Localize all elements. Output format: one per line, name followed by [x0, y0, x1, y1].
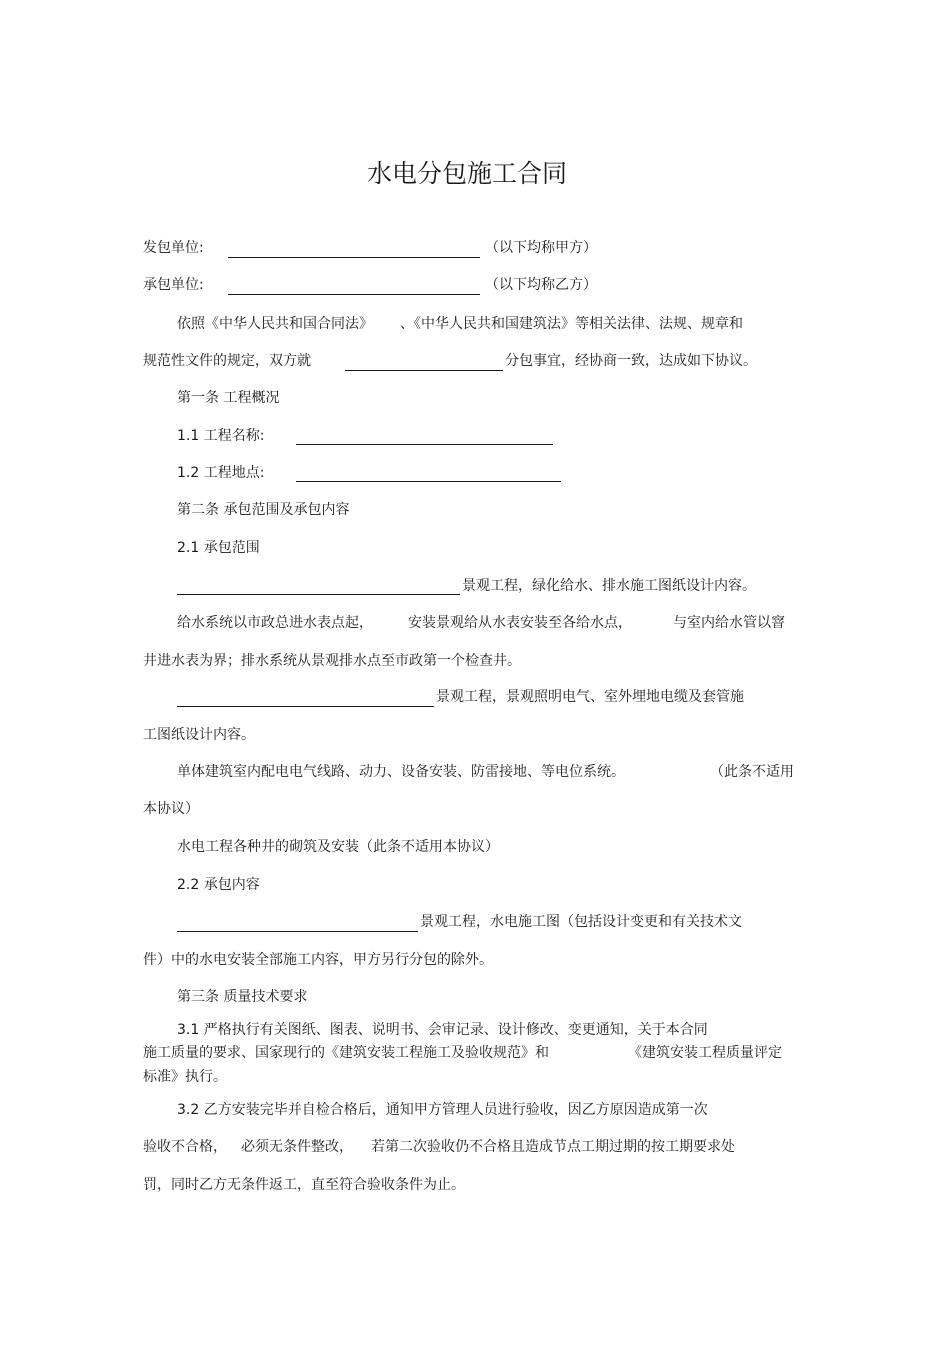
intro-line1-b: 、《中华人民共和国建筑法》等相关法律、法规、规章和: [400, 316, 743, 332]
article2-heading: 第二条 承包范围及承包内容: [177, 502, 350, 518]
intro-line1-a: 依照《中华人民共和国合同法》: [177, 316, 373, 332]
water-line1-a: 给水系统以市政总进水表点起，: [177, 615, 373, 631]
intro-line2-a: 规范性文件的规定，双方就: [143, 353, 311, 369]
p31-line2-b: 《建筑安装工程质量评定: [628, 1045, 782, 1061]
p31-line1: 3.1 严格执行有关图纸、图表、说明书、会审记录、设计修改、变更通知，关于本合同: [177, 1022, 708, 1038]
party-b-blank: [228, 294, 480, 295]
article3-heading: 第三条 质量技术要求: [177, 989, 308, 1005]
item-2-2-label: 2.2 承包内容: [177, 877, 260, 893]
indoor-line1-b: （此条不适用: [710, 764, 794, 780]
article1-heading: 第一条 工程概况: [177, 390, 280, 406]
intro-subject-blank: [345, 370, 503, 371]
p31-line2-a: 施工质量的要求、国家现行的《建筑安装工程施工及验收规范》和: [143, 1045, 549, 1061]
project-location-blank: [296, 481, 561, 482]
water-line2: 井进水表为界；排水系统从景观排水点至市政第一个检查井。: [143, 653, 521, 669]
indoor-line1-a: 单体建筑室内配电电气线路、动力、设备安装、防雷接地、等电位系统。: [177, 764, 625, 780]
project-name-blank: [296, 444, 553, 445]
intro-line2-b: 分包事宜，经协商一致，达成如下协议。: [505, 353, 757, 369]
item-1-1-label: 1.1 工程名称:: [177, 428, 265, 444]
p31-line3: 标准》执行。: [143, 1069, 227, 1085]
water-line1-b: 安装景观给从水表安装至各给水点，: [408, 615, 632, 631]
indoor-line2: 本协议）: [143, 801, 199, 817]
scope-a-text: 景观工程，绿化给水、排水施工图纸设计内容。: [462, 578, 756, 594]
party-b-label: 承包单位:: [143, 277, 204, 293]
p32-line1: 3.2 乙方安装完毕并自检合格后，通知甲方管理人员进行验收，因乙方原因造成第一次: [177, 1102, 708, 1118]
party-a-label: 发包单位:: [143, 240, 204, 256]
water-line1-c: 与室内给水管以窨: [673, 615, 785, 631]
party-a-suffix: （以下均称甲方）: [485, 240, 597, 256]
scope-b-blank: [177, 706, 434, 707]
scope-b-line1: 景观工程，景观照明电气、室外埋地电缆及套管施: [436, 689, 744, 705]
content-line1: 景观工程，水电施工图（包括设计变更和有关技术文: [420, 914, 742, 930]
scope-a-blank: [177, 594, 460, 595]
item-1-2-label: 1.2 工程地点:: [177, 465, 265, 481]
p32-line3: 罚，同时乙方无条件返工，直至符合验收条件为止。: [143, 1177, 465, 1193]
p32-line2-c: 若第二次验收仍不合格且造成节点工期过期的按工期要求处: [371, 1139, 735, 1155]
content-blank: [177, 931, 418, 932]
document-title: 水电分包施工合同: [366, 159, 567, 188]
content-line2: 件）中的水电安装全部施工内容，甲方另行分包的除外。: [143, 952, 493, 968]
party-b-suffix: （以下均称乙方）: [485, 277, 597, 293]
scope-b-line2: 工图纸设计内容。: [143, 727, 255, 743]
party-a-blank: [228, 257, 480, 258]
wells-text: 水电工程各种井的砌筑及安装（此条不适用本协议）: [177, 839, 499, 855]
p32-line2-b: 必须无条件整改，: [241, 1139, 353, 1155]
item-2-1-label: 2.1 承包范围: [177, 540, 260, 556]
p32-line2-a: 验收不合格，: [143, 1139, 227, 1155]
